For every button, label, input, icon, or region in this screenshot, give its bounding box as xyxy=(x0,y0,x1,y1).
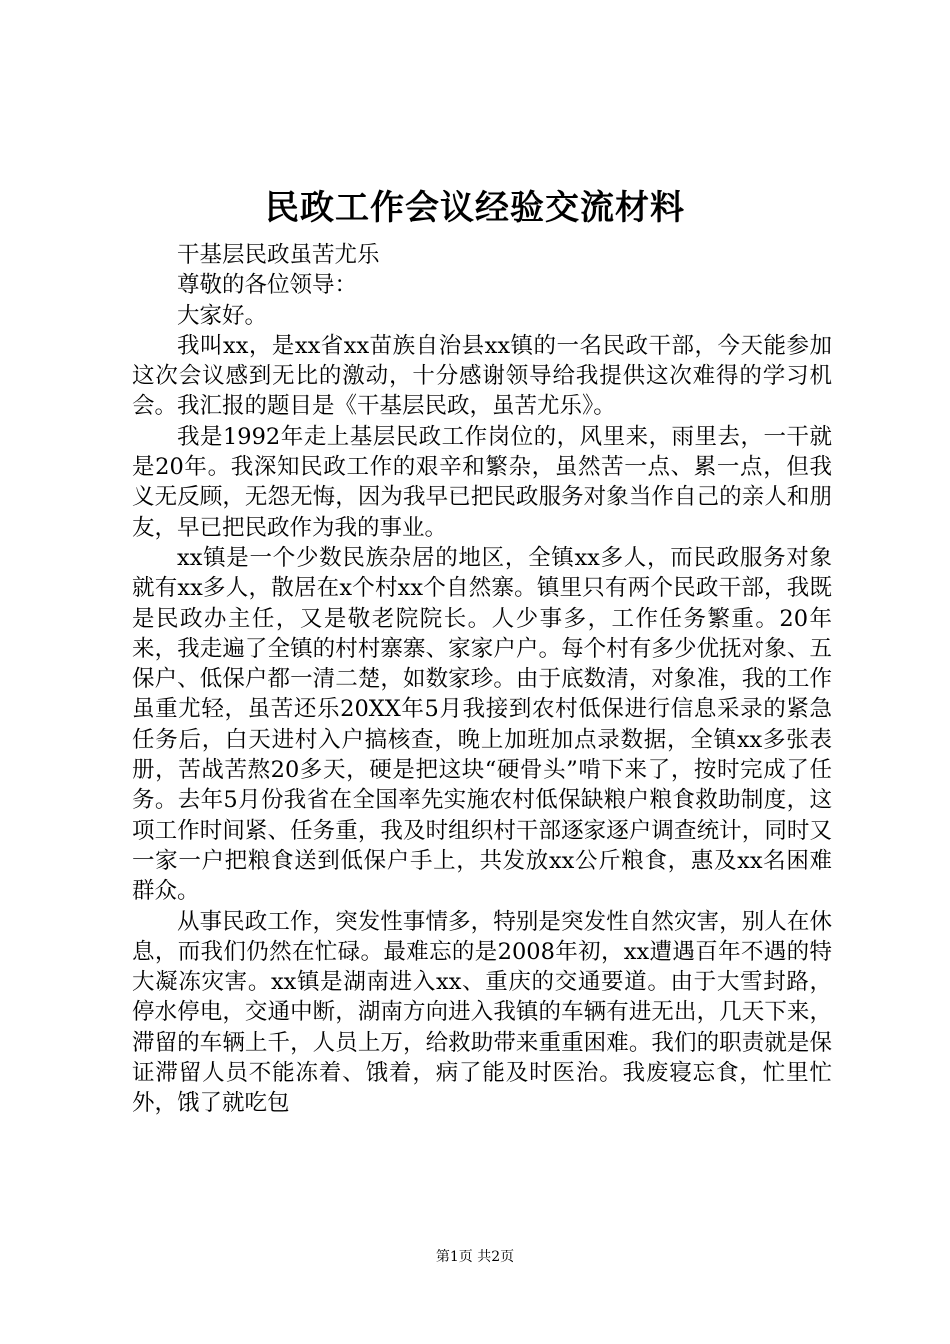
paragraph-town-work: xx镇是一个少数民族杂居的地区，全镇xx多人，而民政服务对象就有xx多人，散居在x个村xx个自然寨。镇里只有两个民政干部，我既是民政办主任，又是敬老院院长。人少事多，工作任务繁重。20年来，我走遍了全镇的村村寨寨、家家户户。每个村有多少优抚对象、五保户、低保户都一清二楚，如数家珍。由于底数清，对象准，我的工作虽重尤轻，虽苦还乐20XX年5月我接到农村低保进行信息采录的紧急任务后，白天进村入户搞核查，晚上加班加点录数据，全镇xx多张表册，苦战苦熬20多天，硬是把这块“硬骨头”啃下来了，按时完成了任务。去年5月份我省在全国率先实施农村低保缺粮户粮食救助制度，这项工作时间紧、任务重，我及时组织村干部逐家逐户调查统计，同时又一家一户把粮食送到低保户手上，共发放xx公斤粮食，惠及xx名困难群众。 xyxy=(132,544,832,905)
paragraph-subtitle: 干基层民政虽苦尤乐 xyxy=(177,242,380,268)
paragraph-greeting: 大家好。 xyxy=(177,302,268,329)
paragraph-introduction: 我叫xx，是xx省xx苗族自治县xx镇的一名民政干部，今天能参加这次会议感到无比的激动，十分感谢领导给我提供这次难得的学习机会。我汇报的题目是《干基层民政，虽苦尤乐》。 xyxy=(132,332,832,420)
paragraph-disaster: 从事民政工作，突发性事情多，特别是突发性自然灾害，别人在休息，而我们仍然在忙碌。最难忘的是2008年初，xx遭遇百年不遇的特大凝冻灾害。xx镇是湖南进入xx、重庆的交通要道。由于大雪封路，停水停电，交通中断，湖南方向进入我镇的车辆有进无出，几天下来，滞留的车辆上千，人员上万，给救助带来重重困难。我们的职责就是保证滞留人员不能冻着、饿着，病了能及时医治。我废寝忘食，忙里忙外，饿了就吃包 xyxy=(132,908,832,1117)
page-number-footer: 第1页 共2页 xyxy=(435,1249,515,1265)
document-title: 民政工作会议经验交流材料 xyxy=(265,188,685,228)
paragraph-salutation: 尊敬的各位领导： xyxy=(177,272,358,299)
document-body xyxy=(132,240,832,1119)
paragraph-career: 我是1992年走上基层民政工作岗位的，风里来，雨里去，一干就是20年。我深知民政工作的艰辛和繁杂，虽然苦一点、累一点，但我义无反顾，无怨无悔，因为我早已把民政服务对象当作自己的亲人和朋友，早已把民政作为我的事业。 xyxy=(132,423,832,541)
